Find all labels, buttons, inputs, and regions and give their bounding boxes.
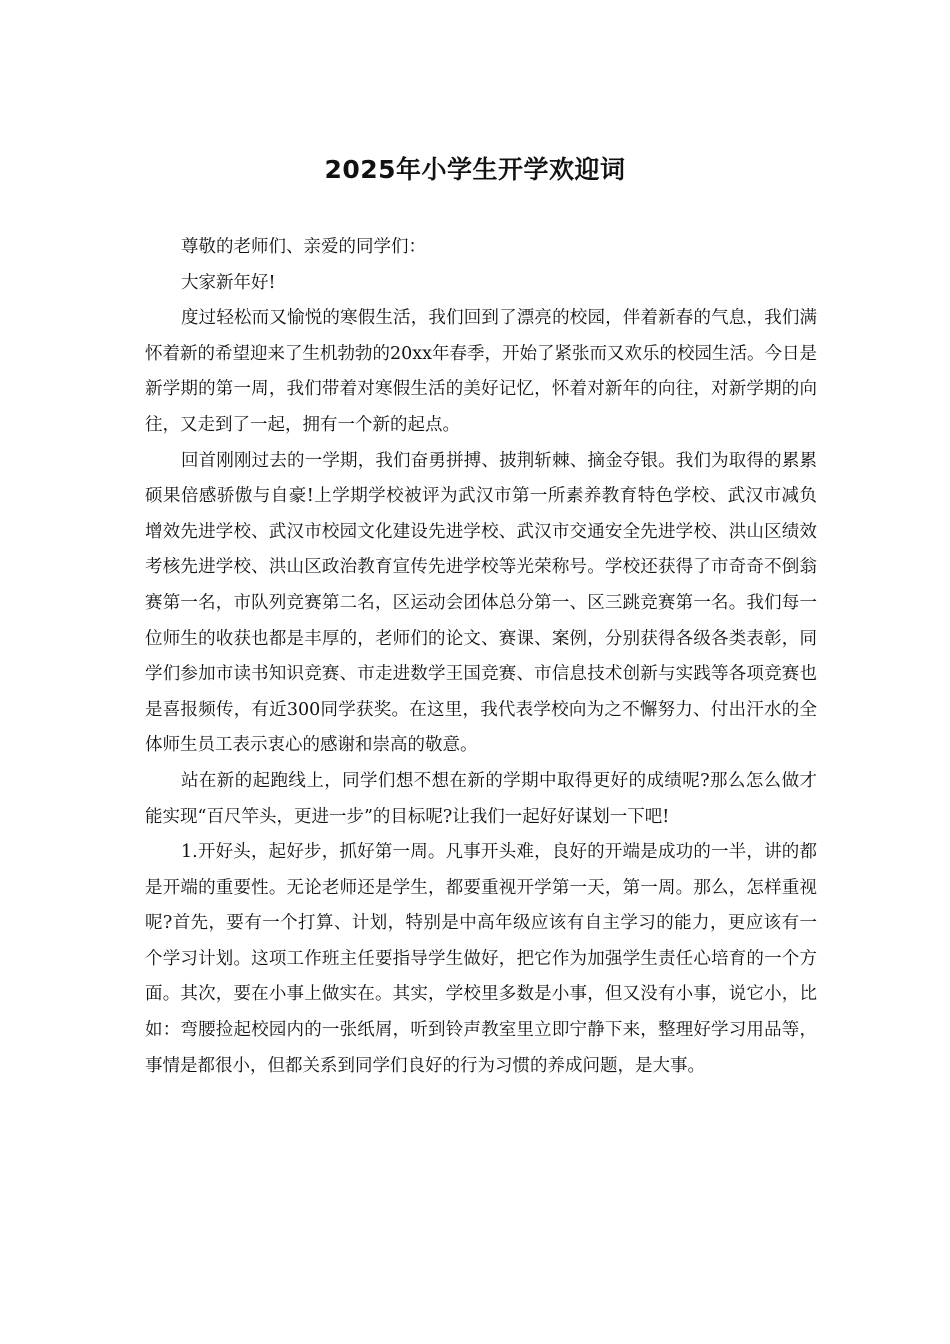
document-body	[145, 230, 817, 1084]
paragraph: 度过轻松而又愉悦的寒假生活，我们回到了漂亮的校园，伴着新春的气息，我们满怀着新的希望迎来了生机勃勃的20xx年春季，开始了紧张而又欢乐的校园生活。今日是新学期的第一周，我们带着对寒假生活的美好记忆，怀着对新年的向往，对新学期的向往，又走到了一起，拥有一个新的起点。	[145, 308, 818, 435]
paragraph: 站在新的起跑线上，同学们想不想在新的学期中取得更好的成绩呢?那么怎么做才能实现“百尺竿头，更进一步”的目标呢?让我们一起好好谋划一下吧!	[145, 770, 817, 827]
paragraph: 1.开好头，起好步，抓好第一周。凡事开头难，良好的开端是成功的一半，讲的都是开端的重要性。无论老师还是学生，都要重视开学第一天，第一周。那么，怎样重视呢?首先，要有一个打算、计划，特别是中高年级应该有自主学习的能力，更应该有一个学习计划。这项工作班主任要指导学生做好，把它作为加强学生责任心培育的一个方面。其次，要在小事上做实在。其实，学校里多数是小事，但又没有小事，说它小，比如：弯腰捡起校园内的一张纸屑，听到铃声教室里立即宁静下来，整理好学习用品等，事情是都很小，但都关系到同学们良好的行为习惯的养成问题，是大事。	[145, 842, 817, 1076]
document-title: 2025年小学生开学欢迎词	[324, 155, 626, 184]
salutation: 尊敬的老师们、亲爱的同学们：	[181, 237, 426, 257]
greeting: 大家新年好!	[181, 272, 276, 293]
paragraph: 回首刚刚过去的一学期，我们奋勇拼搏、披荆斩棘、摘金夺银。我们为取得的累累硕果倍感骄傲与自豪!上学期学校被评为武汉市第一所素养教育特色学校、武汉市减负增效先进学校、武汉市校园文化建设先进学校、武汉市交通安全先进学校、洪山区绩效考核先进学校、洪山区政治教育宣传先进学校等光荣称号。学校还获得了市奇奇不倒翁赛第一名，市队列竞赛第二名，区运动会团体总分第一、区三跳竞赛第一名。我们每一位师生的收获也都是丰厚的，老师们的论文、赛课、案例，分别获得各级各类表彰，同学们参加市读书知识竞赛、市走进数学王国竞赛、市信息技术创新与实践等各项竞赛也是喜报频传，有近300同学获奖。在这里，我代表学校向为之不懈努力、付出汗水的全体师生员工表示衷心的感谢和崇高的敬意。	[145, 450, 817, 756]
